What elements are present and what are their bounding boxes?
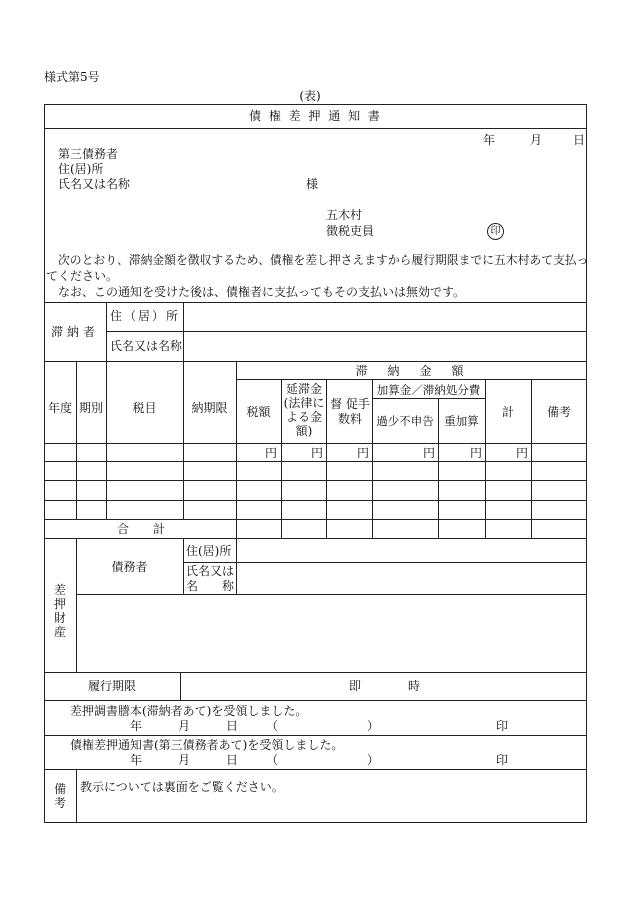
deadline-bottom-line [44, 700, 587, 701]
issuer-official: 徴税吏員 [326, 224, 375, 238]
receipt-2-day: 日 [226, 753, 239, 767]
table-header-bottom-line [44, 443, 587, 444]
amount-header-line [236, 379, 587, 380]
date-year: 年 [483, 133, 496, 147]
receipt-2-paren-close: ） [367, 753, 380, 767]
col-header-zeigaku: 税額 [246, 405, 271, 419]
kasan-header-line [372, 398, 485, 399]
remarks-divider [76, 769, 77, 823]
debtor-bottom-line [76, 594, 587, 595]
yen-tokusoku: 円 [357, 446, 370, 460]
form-number: 様式第5号 [44, 70, 100, 84]
third-debtor-label: 第三債務者 [58, 147, 119, 161]
receipt-2-text: 債権差押通知書(第三債務者あて)を受領しました。 [70, 738, 344, 752]
col-header-nouki: 納期限 [191, 401, 228, 415]
delinquent-top-line [44, 302, 587, 303]
table-row-line-2 [44, 480, 587, 481]
delinquent-bottom-line [44, 361, 587, 362]
table-bottom-line [44, 538, 587, 539]
addressee-name-label: 氏名又は名称 [58, 177, 131, 191]
yen-entaikin: 円 [311, 446, 324, 460]
deadline-divider [180, 672, 181, 701]
table-row-line-4 [44, 519, 587, 520]
receipt-1-paren-close: ） [367, 719, 380, 733]
total-label: 合 計 [116, 522, 165, 536]
receipt-2-seal: 印 [496, 753, 509, 767]
title-bottom-line [44, 128, 587, 129]
remarks-label: 備考 [53, 782, 66, 810]
col-line-kasho [372, 379, 373, 539]
receipt-1-day: 日 [226, 719, 239, 733]
col-header-tokusoku: 督 促手数料 [330, 397, 370, 426]
receipt-2-month: 月 [178, 753, 191, 767]
col-line-nouki [183, 361, 184, 519]
side-label: (表) [299, 89, 321, 103]
seized-property-label: 差押財産 [53, 583, 66, 639]
col-line-kibetsu [76, 361, 77, 519]
delinquent-label: 滞納者 [50, 325, 99, 339]
col-line-zeigaku [236, 361, 237, 539]
col-header-kasho: 過少不申告 [376, 414, 434, 428]
deadline-sokuji: 即 [349, 679, 362, 693]
receipt-1-month: 月 [178, 719, 191, 733]
col-header-jukasan: 重加算 [444, 414, 479, 428]
delinquent-name-label: 氏名又は名称 [110, 339, 183, 353]
debtor-label-divider [183, 538, 184, 594]
debtor-name-label-2: 名 称 [186, 579, 235, 593]
col-header-kibetsu: 期別 [78, 401, 103, 415]
outer-right-line [586, 104, 587, 823]
delinquent-address-label: 住（居）所 [110, 309, 181, 323]
delinquent-mid-line [106, 331, 587, 332]
table-row-line-1 [44, 461, 587, 462]
body-paragraph-1-line-2: てください。 [46, 269, 119, 283]
body-paragraph-2: なお、この通知を受けた後は、債権者に支払ってもその支払いは無効です。 [58, 285, 466, 299]
seized-label-divider [76, 538, 77, 672]
honorific: 様 [306, 177, 319, 191]
receipt-1-year: 年 [130, 719, 143, 733]
debtor-field-divider [236, 538, 237, 594]
receipt-1-text: 差押調書謄本(滞納者あて)を受領しました。 [70, 704, 308, 718]
outer-bottom-line [44, 822, 587, 823]
delinquent-field-divider [183, 302, 184, 362]
document-title: 債 権 差 押 通 知 書 [249, 109, 382, 123]
amount-header: 滞 納 金 額 [355, 364, 468, 378]
receipt-1-paren-open: （ [266, 719, 279, 733]
col-header-kei: 計 [501, 405, 514, 419]
body-paragraph-1-line-1: 次のとおり、滞納金額を徴収するため、債権を差し押さえますから履行期限までに五木村あて支払っ [58, 253, 589, 267]
col-header-zeimoku: 税目 [132, 401, 157, 415]
date-day: 日 [573, 133, 586, 147]
receipt-divider-line [44, 735, 587, 736]
col-line-kei [485, 379, 486, 539]
col-line-entaikin [281, 379, 282, 539]
delinquent-label-divider [106, 302, 107, 362]
col-line-zeimoku [106, 361, 107, 519]
seized-bottom-line [44, 672, 587, 673]
addressee-address-label: 住(居)所 [58, 162, 104, 176]
col-line-tokusoku [326, 379, 327, 539]
yen-jukasan: 円 [470, 446, 483, 460]
deadline-ji: 時 [408, 679, 421, 693]
yen-kasho: 円 [423, 446, 436, 460]
col-header-bikou: 備考 [546, 405, 571, 419]
outer-left-line [44, 104, 45, 823]
col-line-bikou [531, 379, 532, 539]
debtor-label: 債務者 [111, 560, 148, 574]
remarks-text: 教示については裏面をご覧ください。 [80, 780, 284, 794]
debtor-name-label-1: 氏名又は [186, 564, 235, 578]
table-row-line-3 [44, 500, 587, 501]
outer-top-line [44, 104, 587, 105]
kasan-header: 加算金／滞納処分費 [376, 383, 481, 397]
official-seal-mark: 印 [487, 223, 504, 240]
remarks-top-line [44, 769, 587, 770]
debtor-mid-line [183, 562, 587, 563]
yen-kei: 円 [516, 446, 529, 460]
receipt-1-seal: 印 [496, 719, 509, 733]
receipt-2-paren-open: （ [266, 753, 279, 767]
deadline-label: 履行期限 [87, 679, 136, 693]
receipt-2-year: 年 [130, 753, 143, 767]
yen-zeigaku: 円 [265, 446, 278, 460]
date-month: 月 [530, 133, 543, 147]
col-header-entaikin: 延滞金(法律による金額) [283, 382, 325, 438]
debtor-address-label: 住(居)所 [186, 544, 232, 558]
issuer-village: 五木村 [326, 208, 363, 222]
col-header-nendo: 年度 [47, 401, 72, 415]
